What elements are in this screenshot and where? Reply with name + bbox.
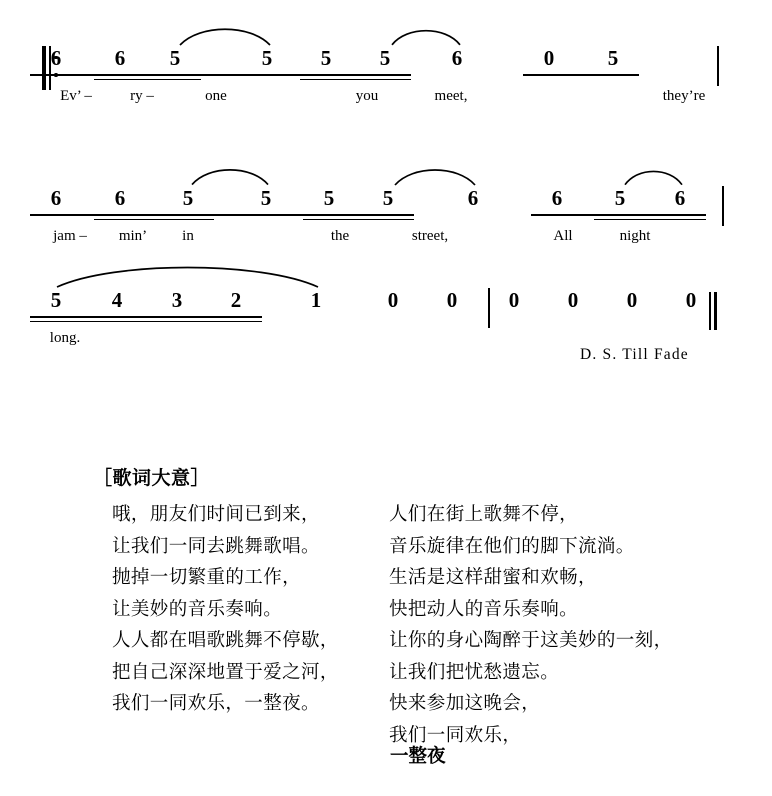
slur-arc (392, 26, 460, 45)
note-5: 5 (182, 186, 194, 210)
translation-signature: 一整夜 (390, 746, 446, 767)
slur-arc (625, 167, 682, 185)
note-beam (326, 74, 411, 76)
note-5: 5 (323, 186, 335, 210)
note-5: 5 (320, 46, 332, 70)
note-beam (326, 79, 411, 81)
translation-right-line-6: 让我们把忧愁遗忘。 (389, 661, 560, 683)
note-0: 0 (567, 288, 579, 312)
translation-right-line-1: 人们在街上歌舞不停， (389, 504, 579, 525)
note-beam (177, 321, 262, 323)
translation-left-line-4: 让美妙的音乐奏响。 (112, 598, 283, 620)
lyric-syllable: All (553, 228, 573, 244)
note-0: 0 (446, 288, 458, 312)
note-beam (120, 79, 201, 81)
note-5: 5 (614, 186, 626, 210)
note-0: 0 (508, 288, 520, 312)
staff-system-3 (0, 272, 772, 392)
ds-till-fade-mark: D. S. Till Fade (580, 346, 689, 363)
note-5: 5 (382, 186, 394, 210)
translation-left-line-7: 我们一同欢乐，一整夜。 (112, 693, 320, 714)
note-6: 6 (50, 186, 62, 210)
barline (722, 186, 724, 226)
translation-left-column (112, 499, 339, 720)
note-0: 0 (685, 288, 697, 312)
note-5: 5 (169, 46, 181, 70)
note-6: 6 (50, 46, 62, 70)
translation-right-line-7: 快来参加这晚会， (389, 693, 541, 714)
note-5: 5 (607, 46, 619, 70)
note-0: 0 (387, 288, 399, 312)
lyric-syllable: ry – (130, 88, 154, 104)
lyric-syllable: the (330, 228, 350, 244)
note-5: 5 (50, 288, 62, 312)
note-beam (620, 214, 706, 216)
barline (717, 46, 719, 86)
translation-left-line-6: 把自己深深地置于爱之河， (112, 661, 339, 683)
note-beam (120, 219, 214, 221)
lyric-syllable: jam – (53, 228, 87, 244)
translation-left-line-3: 抛掉一切繁重的工作， (112, 567, 302, 588)
note-5: 5 (260, 186, 272, 210)
note-beam (620, 219, 706, 221)
lyric-syllable: they’re (662, 88, 706, 104)
translation-right-line-4: 快把动人的音乐奏响。 (389, 598, 579, 620)
note-beam (177, 316, 262, 318)
note-beam (549, 74, 639, 76)
note-0: 0 (543, 46, 555, 70)
barline (488, 288, 490, 328)
note-0: 0 (626, 288, 638, 312)
lyric-syllable: street, (411, 228, 449, 244)
translation-right-line-2: 音乐旋律在他们的脚下流淌。 (389, 535, 635, 557)
note-beam (329, 219, 414, 221)
note-6: 6 (114, 46, 126, 70)
lyric-syllable: night (619, 228, 651, 244)
lyric-syllable: meet, (434, 88, 468, 104)
translation-left-line-2: 让我们一同去跳舞歌唱。 (112, 535, 320, 557)
staff-system-1 (0, 30, 772, 150)
note-6: 6 (467, 186, 479, 210)
translation-left-line-5: 人人都在唱歌跳舞不停歇， (112, 630, 339, 651)
translation-right-line-3: 生活是这样甜蜜和欢畅， (389, 567, 597, 588)
note-6: 6 (674, 186, 686, 210)
translation-right-column (389, 499, 673, 751)
note-6: 6 (114, 186, 126, 210)
note-1: 1 (310, 288, 322, 312)
translation-heading: ［歌词大意］ (93, 467, 211, 489)
translation-left-line-1: 哦，朋友们时间已到来， (112, 504, 320, 525)
translation-right-line-8: 我们一同欢乐， (389, 724, 522, 746)
note-beam (329, 214, 414, 216)
translation-right-line-5: 让你的身心陶醉于这美妙的一刻， (389, 630, 673, 651)
slur-arc (192, 165, 268, 185)
slur-arc (57, 261, 318, 287)
lyric-syllable: long. (49, 330, 81, 346)
note-5: 5 (379, 46, 391, 70)
slur-arc (180, 24, 270, 45)
chinese-translation-block (0, 455, 772, 796)
note-6: 6 (451, 46, 463, 70)
slur-arc (395, 165, 475, 185)
lyric-syllable: Ev’ – (60, 88, 92, 104)
lyric-syllable: you (355, 88, 379, 104)
lyric-syllable: one (205, 88, 227, 104)
note-6: 6 (551, 186, 563, 210)
note-3: 3 (171, 288, 183, 312)
note-2: 2 (230, 288, 242, 312)
lyric-syllable: in (182, 228, 194, 244)
note-5: 5 (261, 46, 273, 70)
note-4: 4 (111, 288, 123, 312)
lyric-syllable: min’ (118, 228, 148, 244)
